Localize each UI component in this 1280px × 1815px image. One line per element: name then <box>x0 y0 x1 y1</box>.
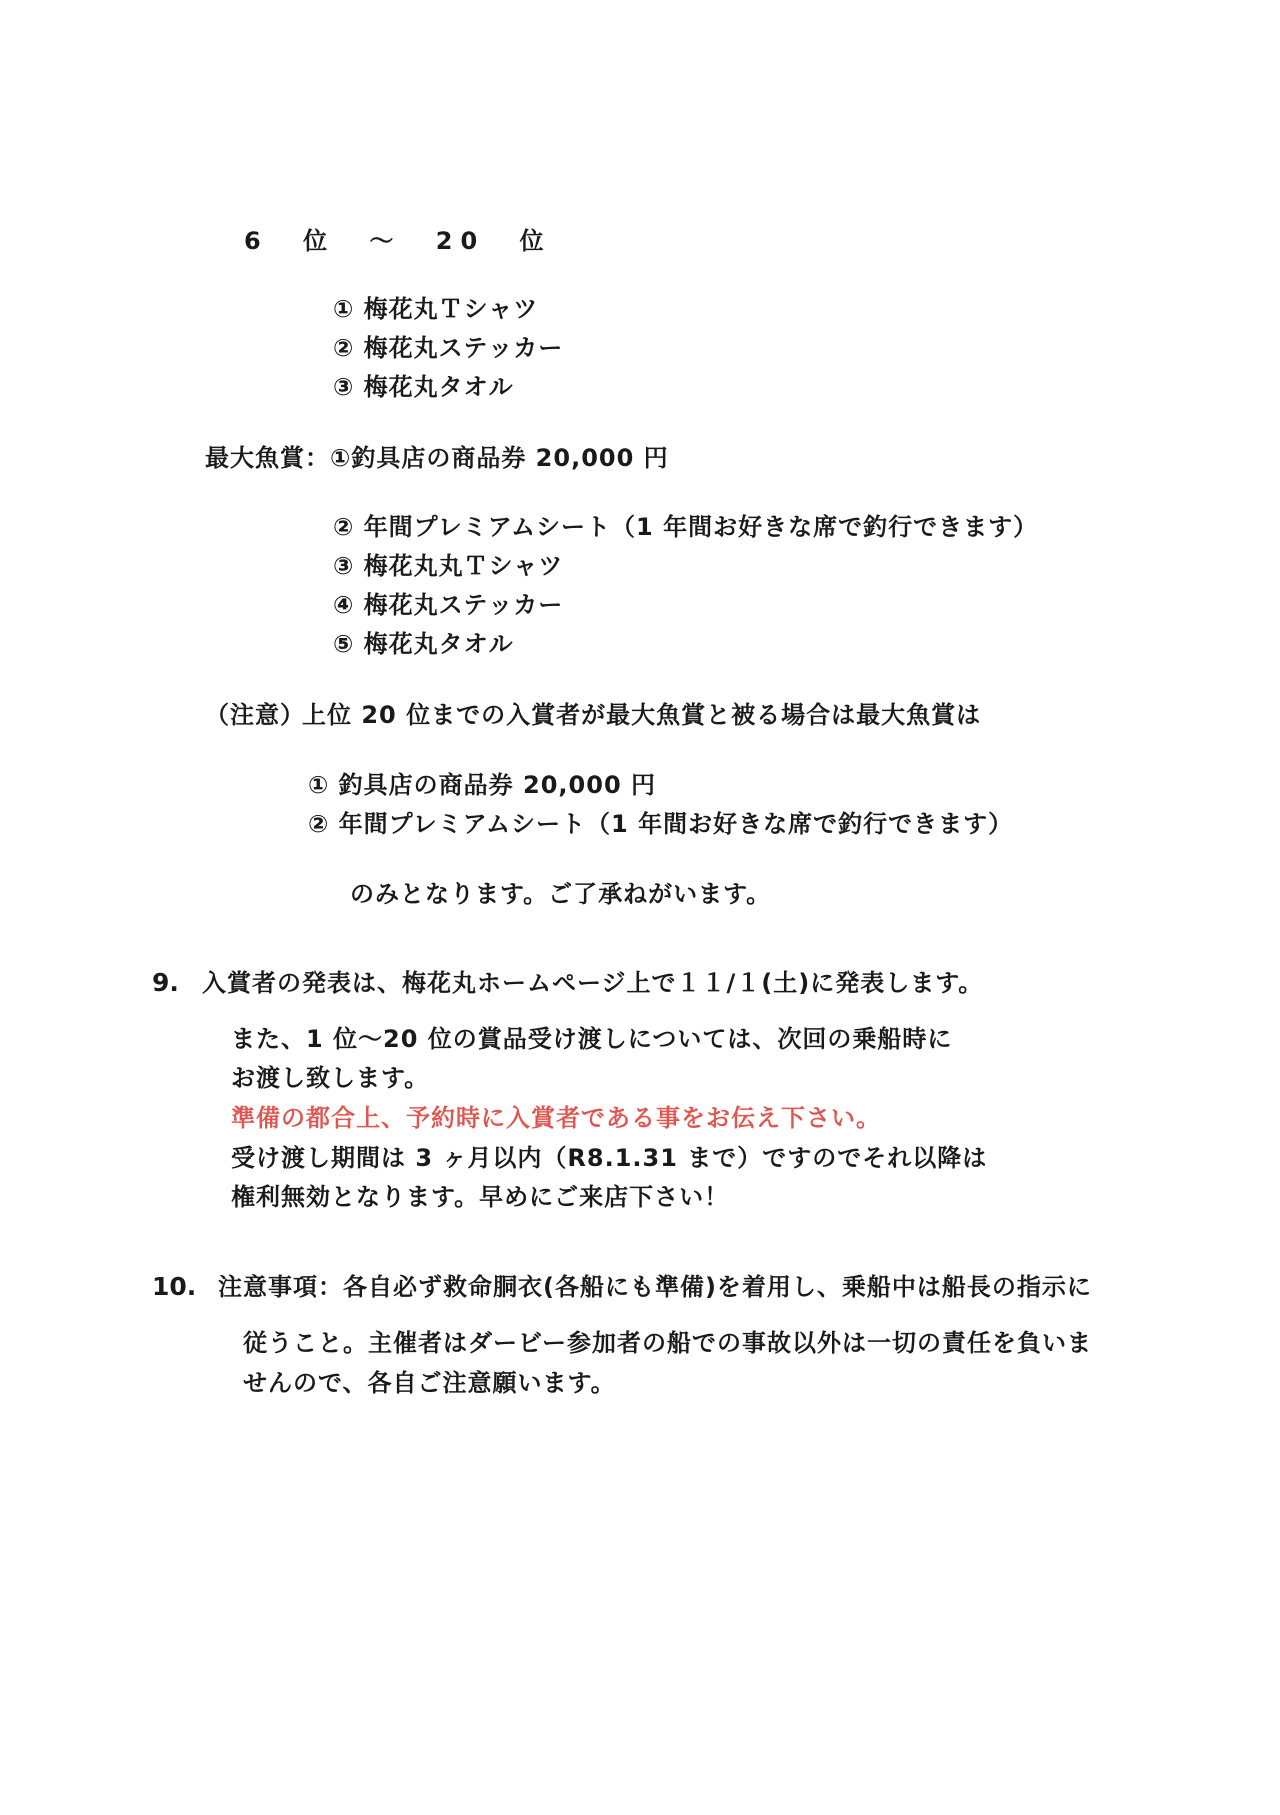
section-line: 権利無効となります。早めにご来店下さい！ <box>231 1183 730 1211</box>
note-text: 上位 20 位までの入賞者が最大魚賞と被る場合は最大魚賞は <box>302 701 982 729</box>
note-item: ① 釣具店の商品券 20,000 円 <box>308 771 656 799</box>
max-fish-item: ④ 梅花丸ステッカー <box>333 591 564 619</box>
section-heading: 注意事項：各自必ず救命胴衣(各船にも準備)を着用し、乗船中は船長の指示に <box>218 1273 1092 1301</box>
section-line: 受け渡し期間は 3 ヶ月以内（R8.1.31 まで）ですのでそれ以降は <box>231 1144 988 1172</box>
rank-prize-item: ③ 梅花丸タオル <box>333 373 514 401</box>
max-fish-item: ② 年間プレミアムシート（1 年間お好きな席で釣行できます） <box>333 513 1039 541</box>
section-line: また、1 位～20 位の賞品受け渡しについては、次回の乗船時に <box>231 1025 953 1053</box>
note-item: ② 年間プレミアムシート（1 年間お好きな席で釣行できます） <box>308 810 1014 838</box>
max-fish-item: ③ 梅花丸丸Ｔシャツ <box>333 552 564 580</box>
note-after: のみとなります。ご了承ねがいます。 <box>350 880 772 908</box>
section-line: 従うこと。主催者はダービー参加者の船での事故以外は一切の責任を負いま <box>243 1329 1093 1357</box>
section-heading: 入賞者の発表は、梅花丸ホームページ上で１１/１(土)に発表します。 <box>202 969 984 997</box>
rank-prize-item: ① 梅花丸Ｔシャツ <box>333 295 539 323</box>
section-line: せんので、各自ご注意願います。 <box>243 1369 616 1397</box>
max-fish-label: 最大魚賞：①釣具店の商品券 20,000 円 <box>205 444 669 472</box>
section-number: 10. <box>152 1272 197 1301</box>
rank-heading: 6 位 ～ 20 位 <box>244 227 552 255</box>
note-label: （注意） <box>205 701 305 729</box>
rank-prize-item: ② 梅花丸ステッカー <box>333 334 564 362</box>
section-number: 9. <box>152 968 179 997</box>
section-line: お渡し致します。 <box>231 1064 430 1092</box>
notice-red-line: 準備の都合上、予約時に入賞者である事をお伝え下さい。 <box>231 1104 881 1132</box>
max-fish-item: ⑤ 梅花丸タオル <box>333 630 514 658</box>
